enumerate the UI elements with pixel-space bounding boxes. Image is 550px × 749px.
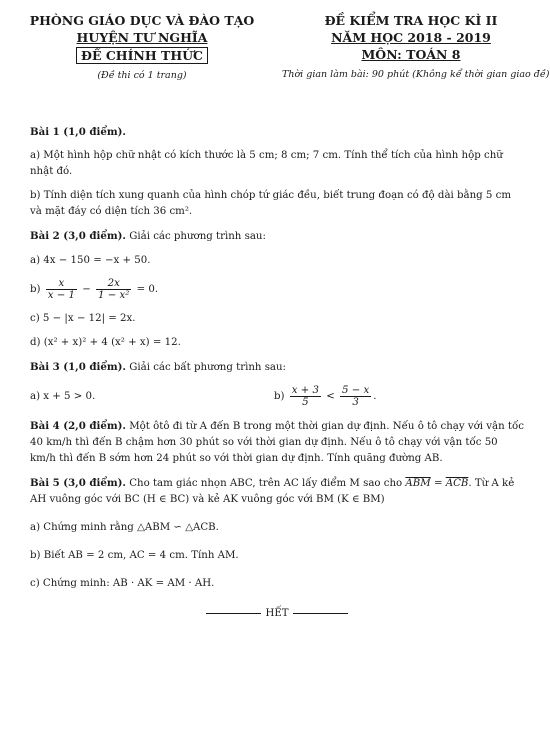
- fraction-denominator: 3: [352, 396, 359, 408]
- angle-abm: $\overline{ABM}$: [405, 478, 431, 489]
- exam-content: [30, 124, 524, 622]
- problem-2b-label: b): [30, 284, 41, 295]
- problem-2b: [30, 277, 524, 303]
- official-stamp: ĐỀ CHÍNH THỨC: [76, 47, 208, 64]
- end-rule-right: [293, 613, 348, 614]
- problem-4-text: Một ôtô đi từ A đến B trong một thời gian dự định. Nếu ô tô chạy với vận tốc 40 km/h thì đến B chậm hơn 30 phút so với thời gian dự định. Nếu ô tô chạy với vận tốc 50 km/h thì đến B sớm hơn 24 phút so với thời gian dự định. Tính quãng đường AB.: [30, 421, 524, 464]
- problem-3b-fraction-2: [340, 385, 371, 408]
- fraction-numerator: 2x: [96, 278, 131, 290]
- fraction-numerator: x: [46, 278, 77, 290]
- fraction-numerator: 5 − x: [342, 384, 370, 396]
- problem-2b-fraction-2: [96, 278, 131, 301]
- problem-2d: d) (x² + x)² + 4 (x² + x) = 12.: [30, 337, 181, 348]
- problem-3b: [274, 384, 377, 410]
- department-name: PHÒNG GIÁO DỤC VÀ ĐÀO TẠO: [29, 13, 255, 28]
- problem-5-text-pre: Cho tam giác nhọn ABC, trên AC lấy điểm M sao cho: [125, 478, 406, 489]
- subject: MÔN: TOÁN 8: [361, 47, 461, 62]
- problem-2-intro: Giải các phương trình sau:: [125, 231, 266, 242]
- problem-3-heading: [30, 359, 524, 376]
- problem-5-text-post: . Từ A kẻ AH vuông góc với BC (H ∈ BC) và kẻ AK vuông góc với BM (K ∈ BM): [30, 478, 515, 505]
- header-right: [282, 12, 550, 83]
- problem-2a: a) 4x − 150 = −x + 50.: [30, 255, 151, 266]
- problem-3: [30, 359, 524, 410]
- problem-4: [30, 418, 524, 467]
- problem-2-title: Bài 2 (3,0 điểm).: [30, 230, 126, 242]
- page-count-note: (Đề thi có 1 trang): [97, 70, 187, 81]
- problem-5-title: Bài 5 (3,0 điểm).: [30, 477, 126, 489]
- problem-2c: c) 5 − |x − 12| = 2x.: [30, 313, 136, 324]
- problem-2: [30, 228, 524, 351]
- problem-3-parts: [30, 384, 524, 410]
- problem-5: [30, 475, 524, 592]
- less-than-sign: <: [326, 391, 335, 402]
- exam-title: ĐỀ KIỂM TRA HỌC KÌ II: [324, 13, 498, 28]
- equals-sign: =: [430, 478, 446, 489]
- problem-5a: a) Chứng minh rằng △ABM ∽ △ACB.: [30, 522, 219, 533]
- problem-3-title: Bài 3 (1,0 điểm).: [30, 361, 126, 373]
- minus-sign: −: [82, 284, 91, 295]
- end-marker: [30, 606, 524, 622]
- problem-1a: a) Một hình hộp chữ nhật có kích thước là 5 cm; 8 cm; 7 cm. Tính thể tích của hình hộp chữ nhật đó.: [30, 150, 503, 177]
- school-year: NĂM HỌC 2018 - 2019: [331, 30, 491, 45]
- problem-5c: c) Chứng minh: AB · AK = AM · AH.: [30, 578, 215, 589]
- problem-1: [30, 124, 524, 220]
- end-text: HẾT: [265, 608, 289, 619]
- problem-2-heading: [30, 228, 524, 245]
- fraction-denominator: 5: [302, 396, 309, 408]
- problem-4-body: [30, 418, 524, 467]
- problem-5b: b) Biết AB = 2 cm, AC = 4 cm. Tính AM.: [30, 550, 239, 561]
- problem-1b: b) Tính diện tích xung quanh của hình chóp tứ giác đều, biết trung đoạn có độ dài bằng 5 cm và mặt đáy có diện tích 36 cm².: [30, 190, 512, 217]
- angle-acb: $\overline{ACB}$: [445, 478, 469, 489]
- fraction-denominator: 1 − x²: [98, 289, 130, 301]
- fraction-numerator: x + 3: [291, 384, 319, 396]
- problem-3b-label: b): [274, 391, 285, 402]
- problem-3a: a) x + 5 > 0.: [30, 391, 96, 402]
- fraction-denominator: x − 1: [47, 289, 75, 301]
- problem-2b-rest: = 0.: [136, 284, 159, 295]
- problem-5-body: [30, 475, 524, 508]
- period: .: [373, 391, 377, 402]
- header-left: [24, 12, 260, 84]
- district-name: HUYỆN TƯ NGHĨA: [76, 30, 208, 45]
- problem-2b-fraction-1: [46, 278, 77, 301]
- end-rule-left: [206, 613, 261, 614]
- problem-1-title: Bài 1 (1,0 điểm).: [30, 126, 126, 138]
- problem-4-title: Bài 4 (2,0 điểm).: [30, 420, 126, 432]
- time-note: Thời gian làm bài: 90 phút (Không kể thời gian giao đề): [282, 69, 550, 80]
- problem-3b-fraction-1: [290, 385, 321, 408]
- problem-3-intro: Giải các bất phương trình sau:: [125, 362, 286, 373]
